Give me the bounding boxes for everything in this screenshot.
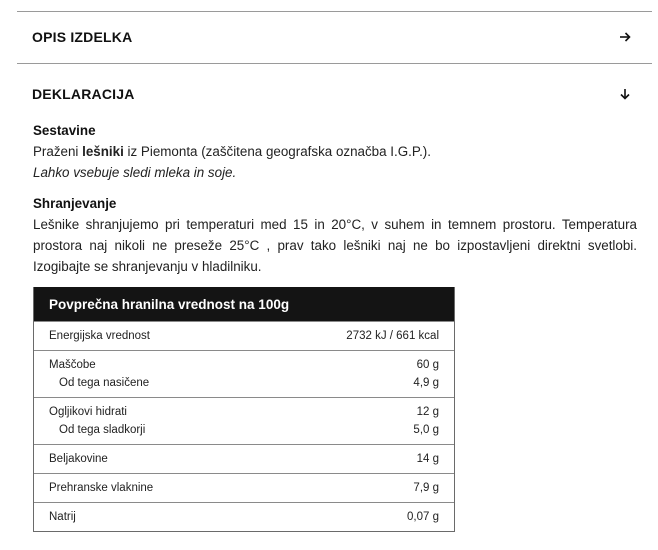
nutrient-label: Natrij bbox=[49, 511, 76, 523]
nutrient-value: 0,07 g bbox=[407, 511, 439, 523]
nutrient-label: Prehranske vlaknine bbox=[49, 482, 154, 494]
accordion-deklaracija[interactable] bbox=[17, 69, 652, 119]
table-row bbox=[34, 444, 454, 473]
arrow-right-icon bbox=[618, 30, 632, 44]
sestavine-suffix: iz Piemonta (zaščitena geografska označba I.G.P.). bbox=[123, 144, 431, 159]
nutrient-label: Maščobe bbox=[49, 359, 96, 371]
accordion-deklaracija-title: DEKLARACIJA bbox=[32, 86, 135, 102]
table-row bbox=[34, 502, 454, 531]
table-row bbox=[34, 473, 454, 502]
nutrient-label: Beljakovine bbox=[49, 453, 108, 465]
sestavine-bold: lešniki bbox=[82, 144, 124, 159]
nutrient-label: Ogljikovi hidrati bbox=[49, 406, 127, 418]
nutrient-value: 5,0 g bbox=[413, 424, 439, 436]
nutrient-sublabel: Od tega nasičene bbox=[59, 377, 150, 389]
allergen-note: Lahko vsebuje sledi mleka in soje. bbox=[33, 165, 237, 180]
shranjevanje-section bbox=[33, 193, 637, 277]
accordion-opis-izdelka[interactable] bbox=[17, 12, 652, 62]
nutrient-value: 14 g bbox=[416, 453, 439, 465]
table-row bbox=[34, 321, 454, 350]
nutrient-sublabel: Od tega sladkorji bbox=[59, 424, 146, 436]
accordion-divider bbox=[17, 63, 652, 64]
nutrient-label: Energijska vrednost bbox=[49, 330, 150, 342]
nutrient-value: 60 g bbox=[416, 359, 439, 371]
nutrient-value: 7,9 g bbox=[413, 482, 439, 494]
shranjevanje-text: Lešnike shranjujemo pri temperaturi med 15 in 20°C, v suhem in temnem prostoru. Temperatura prostora naj nikoli ne preseže 25°C , prav tako lešniki naj ne bo izpostavljeni direktni svetlobi. Izogibajte se shranjevanju v hladilniku. bbox=[33, 217, 637, 274]
sestavine-text bbox=[33, 141, 637, 162]
sestavine-prefix: Praženi bbox=[33, 144, 83, 159]
accordion-opis-title: OPIS IZDELKA bbox=[32, 29, 133, 45]
sestavine-title: Sestavine bbox=[33, 123, 96, 138]
sestavine-section bbox=[33, 120, 637, 183]
nutrient-value: 12 g bbox=[416, 406, 439, 418]
nutrition-table bbox=[33, 287, 455, 532]
nutrient-value: 4,9 g bbox=[413, 377, 439, 389]
nutrient-value: 2732 kJ / 661 kcal bbox=[346, 330, 439, 342]
arrow-down-icon bbox=[618, 87, 632, 101]
table-row bbox=[34, 350, 454, 397]
table-row bbox=[34, 397, 454, 444]
shranjevanje-title: Shranjevanje bbox=[33, 196, 117, 211]
nutrition-table-header: Povprečna hranilna vrednost na 100g bbox=[34, 287, 454, 321]
